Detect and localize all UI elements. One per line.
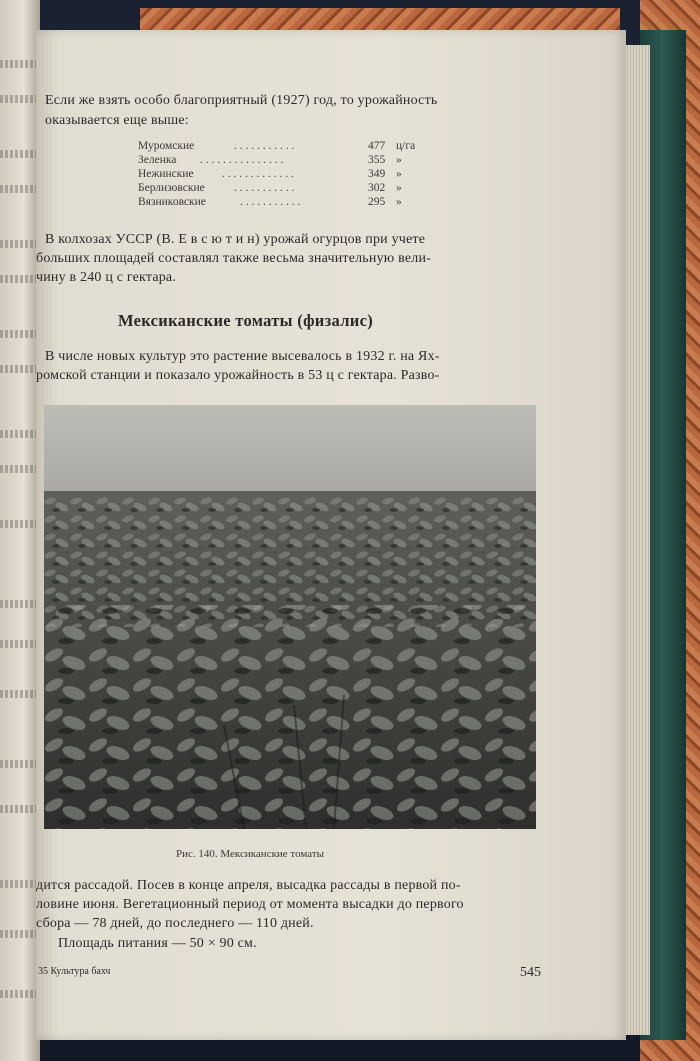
page-number: 545 [520, 965, 541, 980]
leader-dots: . . . . . . . . . . . [240, 196, 301, 208]
yield-value: 302 [368, 182, 386, 194]
yield-name: Нежинские [138, 168, 194, 180]
para2-line-3: чину в 240 ц с гектара. [36, 270, 177, 285]
para4-line-3: сбора — 78 дней, до последнего — 110 дней. [36, 916, 314, 931]
yield-name: Вязниковские [138, 196, 206, 208]
para2-line-2: больших площадей составлял также весьма значительную вели- [36, 251, 432, 266]
yield-unit: » [396, 154, 402, 166]
yield-value: 295 [368, 196, 386, 208]
yield-unit: » [396, 168, 402, 180]
para4-line-4: Площадь питания — 50 × 90 см. [58, 936, 257, 951]
yield-name: Берлизовские [138, 182, 205, 194]
para2-line-1: В колхозах УССР (В. Е в с ю т и н) урожай огурцов при учете [45, 232, 426, 247]
para4-line-1: дится рассадой. Посев в конце апреля, высадка рассады в первой по- [36, 878, 461, 893]
left-page-fragment [0, 0, 40, 1061]
running-footer: 35 Культура бахч [38, 966, 111, 977]
section-title: Мексиканские томаты (физалис) [118, 311, 374, 330]
para3-line-2: ромской станции и показало урожайность в 53 ц с гектара. Разво- [36, 368, 440, 383]
yield-unit: » [396, 182, 402, 194]
leader-dots: . . . . . . . . . . . [234, 140, 295, 152]
yield-name: Зеленка [138, 154, 177, 166]
para4-line-2: ловине июня. Вегетационный период от момента высадки до первого [36, 897, 464, 912]
leader-dots: . . . . . . . . . . . . . . . [200, 154, 284, 166]
leader-dots: . . . . . . . . . . . . . [222, 168, 294, 180]
yield-value: 477 [368, 140, 386, 152]
intro-line-1: Если же взять особо благоприятный (1927) год, то урожайность [45, 93, 438, 108]
figure-photo [44, 405, 536, 829]
yield-value: 355 [368, 154, 386, 166]
figure-caption: Рис. 140. Мексиканские томаты [176, 848, 325, 860]
intro-line-2: оказывается еще выше: [45, 113, 189, 128]
yield-name: Муромские [138, 140, 195, 152]
yield-unit: ц/га [396, 140, 416, 152]
yield-unit: » [396, 196, 402, 208]
para3-line-1: В числе новых культур это растение высевалось в 1932 г. на Ях- [45, 349, 440, 364]
yield-value: 349 [368, 168, 386, 180]
leader-dots: . . . . . . . . . . . [234, 182, 295, 194]
